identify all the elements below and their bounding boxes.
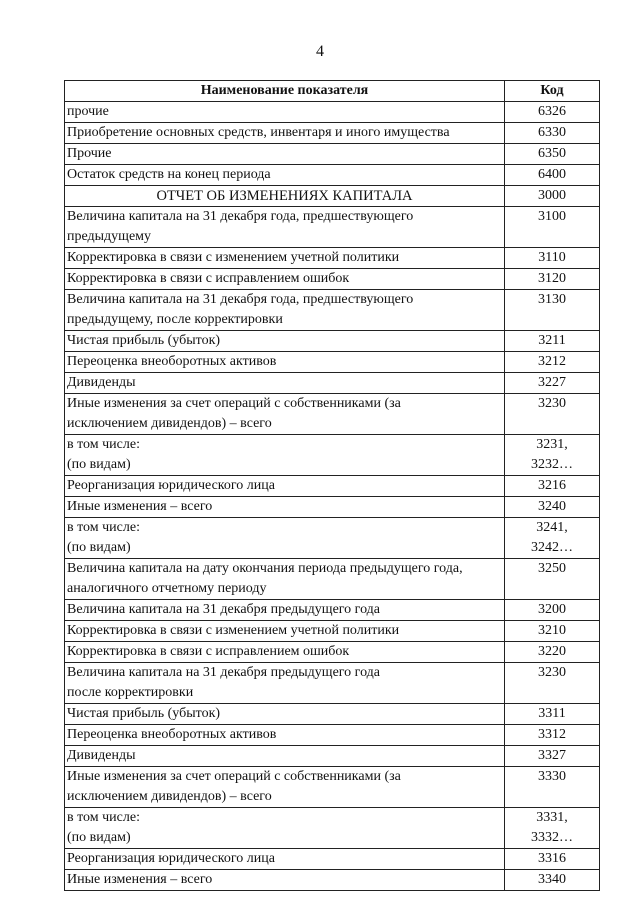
indicator-name-line: Переоценка внеоборотных активов [67, 354, 277, 369]
table-header-row [65, 81, 600, 102]
section-heading-row [65, 186, 600, 207]
indicator-name-line: Корректировка в связи с исправлением ошибок [67, 644, 350, 659]
table-row [65, 102, 600, 123]
table-row [65, 352, 600, 373]
indicator-code-value: 3250 [538, 561, 566, 576]
indicator-name-line: Иные изменения за счет операций с собственниками (за [67, 396, 401, 411]
indicator-name [65, 559, 505, 600]
indicator-code [505, 290, 600, 331]
indicator-name [65, 207, 505, 248]
table-row [65, 144, 600, 165]
indicator-code [505, 767, 600, 808]
table-row [65, 207, 600, 248]
table-row [65, 621, 600, 642]
indicator-code-value: 3216 [538, 478, 566, 493]
indicator-name [65, 435, 505, 476]
page-number: 4 [316, 43, 324, 60]
indicator-name-line: (по видам) [67, 540, 131, 555]
indicator-name [65, 849, 505, 870]
indicator-code [505, 642, 600, 663]
table-row [65, 600, 600, 621]
indicator-code-value: 3340 [538, 872, 566, 887]
indicator-code [505, 704, 600, 725]
indicator-code-value: 3110 [538, 250, 566, 265]
table-row [65, 435, 600, 476]
column-header-code: Код [505, 81, 600, 102]
indicator-name-line: Чистая прибыль (убыток) [67, 333, 221, 348]
indicator-name-line: предыдущему [67, 229, 152, 244]
indicator-code-value: 3230 [538, 665, 566, 680]
column-header-name: Наименование показателя [65, 81, 505, 102]
indicator-name-line: Иные изменения – всего [67, 872, 213, 887]
indicator-name [65, 808, 505, 849]
indicator-code [505, 394, 600, 435]
indicator-name [65, 373, 505, 394]
indicator-name [65, 663, 505, 704]
indicator-name [65, 725, 505, 746]
indicator-name [65, 746, 505, 767]
indicator-name-line: Остаток средств на конец периода [67, 167, 271, 182]
indicator-name [65, 394, 505, 435]
indicator-name [65, 248, 505, 269]
indicator-name-line: Корректировка в связи с изменением учетной политики [67, 623, 400, 638]
indicator-name-line: Приобретение основных средств, инвентаря и иного имущества [67, 125, 450, 140]
indicator-code [505, 248, 600, 269]
indicator-code [505, 186, 600, 207]
indicator-code-value: 3130 [538, 292, 566, 307]
table-row [65, 269, 600, 290]
indicator-code-value: 3211 [538, 333, 566, 348]
indicator-code-value: 3331, [536, 810, 568, 825]
indicator-code-value: 3312 [538, 727, 566, 742]
table-row [65, 725, 600, 746]
table-row [65, 808, 600, 849]
indicator-name-line: Дивиденды [67, 748, 136, 763]
table-row [65, 394, 600, 435]
indicator-name [65, 331, 505, 352]
indicator-name-line: исключением дивидендов) – всего [67, 789, 272, 804]
indicator-code-value: 3311 [538, 706, 566, 721]
indicator-code-value: 3120 [538, 271, 566, 286]
indicator-name-line: Реорганизация юридического лица [67, 851, 275, 866]
indicator-code-value: 3241, [536, 520, 568, 535]
indicator-name [65, 165, 505, 186]
indicator-name [65, 144, 505, 165]
indicator-name-line: Реорганизация юридического лица [67, 478, 275, 493]
table-row [65, 767, 600, 808]
indicator-code [505, 331, 600, 352]
indicator-name [65, 767, 505, 808]
indicator-code [505, 600, 600, 621]
indicator-code-value: 3100 [538, 209, 566, 224]
indicator-code [505, 435, 600, 476]
indicator-name [65, 269, 505, 290]
table-row [65, 518, 600, 559]
indicator-code-value: 6330 [538, 125, 566, 140]
indicator-name [65, 186, 505, 207]
indicator-code [505, 849, 600, 870]
indicator-code [505, 870, 600, 891]
indicator-name-line: в том числе: [67, 810, 140, 825]
table-row [65, 476, 600, 497]
indicator-name-line: в том числе: [67, 437, 140, 452]
table-row [65, 746, 600, 767]
indicator-code [505, 808, 600, 849]
indicator-code [505, 165, 600, 186]
indicator-name [65, 600, 505, 621]
indicator-name-line: Величина капитала на 31 декабря года, предшествующего [67, 292, 414, 307]
indicator-name-line: Иные изменения за счет операций с собственниками (за [67, 769, 401, 784]
table-row [65, 331, 600, 352]
capital-report-table [64, 80, 600, 891]
indicator-name-line: Переоценка внеоборотных активов [67, 727, 277, 742]
indicator-name [65, 870, 505, 891]
indicator-name-line: Величина капитала на 31 декабря предыдущего года [67, 665, 380, 680]
indicator-code-value: 6400 [538, 167, 566, 182]
table-row [65, 663, 600, 704]
indicator-name-line: (по видам) [67, 830, 131, 845]
indicator-name [65, 123, 505, 144]
indicator-code-value: 3240 [538, 499, 566, 514]
indicator-code [505, 621, 600, 642]
indicator-name-line: Прочие [67, 146, 112, 161]
table-row [65, 290, 600, 331]
indicator-name-line: после корректировки [67, 685, 194, 700]
indicator-name [65, 642, 505, 663]
indicator-code-value: 3212 [538, 354, 566, 369]
indicator-name-line: прочие [67, 104, 109, 119]
indicator-name [65, 497, 505, 518]
indicator-name-line: предыдущему, после корректировки [67, 312, 283, 327]
indicator-name [65, 290, 505, 331]
indicator-name-line: Величина капитала на дату окончания периода предыдущего года, [67, 561, 463, 576]
indicator-code [505, 207, 600, 248]
indicator-code-value: 3000 [538, 188, 566, 203]
indicator-code-value: 3327 [538, 748, 566, 763]
indicator-code-value: 3242… [531, 540, 573, 555]
indicator-name-line: Чистая прибыль (убыток) [67, 706, 221, 721]
indicator-name [65, 476, 505, 497]
indicator-code-value: 3227 [538, 375, 566, 390]
indicator-code-value: 3332… [531, 830, 573, 845]
indicator-code [505, 559, 600, 600]
indicator-name-line: Величина капитала на 31 декабря предыдущего года [67, 602, 380, 617]
indicator-name-line: (по видам) [67, 457, 131, 472]
indicator-code-value: 3210 [538, 623, 566, 638]
table-body [65, 102, 600, 891]
indicator-code-value: 3316 [538, 851, 566, 866]
table-row [65, 497, 600, 518]
indicator-name-line: исключением дивидендов) – всего [67, 416, 272, 431]
indicator-name [65, 704, 505, 725]
indicator-code [505, 144, 600, 165]
indicator-name [65, 621, 505, 642]
table-row [65, 704, 600, 725]
indicator-code [505, 725, 600, 746]
indicator-name-line: Дивиденды [67, 375, 136, 390]
indicator-code-value: 6326 [538, 104, 566, 119]
table-row [65, 165, 600, 186]
indicator-name-line: Иные изменения – всего [67, 499, 213, 514]
table-row [65, 248, 600, 269]
table-row [65, 870, 600, 891]
table-row [65, 123, 600, 144]
indicator-code [505, 352, 600, 373]
indicator-name [65, 518, 505, 559]
indicator-name [65, 352, 505, 373]
indicator-code-value: 3330 [538, 769, 566, 784]
indicator-code [505, 102, 600, 123]
indicator-code [505, 518, 600, 559]
indicator-code [505, 123, 600, 144]
indicator-name-line: Корректировка в связи с изменением учетной политики [67, 250, 400, 265]
indicator-code-value: 3232… [531, 457, 573, 472]
indicator-code-value: 3230 [538, 396, 566, 411]
indicator-code-value: 3220 [538, 644, 566, 659]
table-row [65, 849, 600, 870]
table-row [65, 559, 600, 600]
indicator-code-value: 6350 [538, 146, 566, 161]
indicator-code-value: 3231, [536, 437, 568, 452]
indicator-name-line: Величина капитала на 31 декабря года, предшествующего [67, 209, 414, 224]
indicator-code [505, 373, 600, 394]
indicator-name [65, 102, 505, 123]
indicator-code [505, 497, 600, 518]
table-row [65, 373, 600, 394]
indicator-code-value: 3200 [538, 602, 566, 617]
indicator-name-line: Корректировка в связи с исправлением ошибок [67, 271, 350, 286]
table-row [65, 642, 600, 663]
indicator-code [505, 746, 600, 767]
indicator-name-line: аналогичного отчетному периоду [67, 581, 267, 596]
indicator-name-line: ОТЧЕТ ОБ ИЗМЕНЕНИЯХ КАПИТАЛА [156, 188, 413, 204]
indicator-code [505, 663, 600, 704]
indicator-code [505, 476, 600, 497]
indicator-name-line: в том числе: [67, 520, 140, 535]
indicator-code [505, 269, 600, 290]
